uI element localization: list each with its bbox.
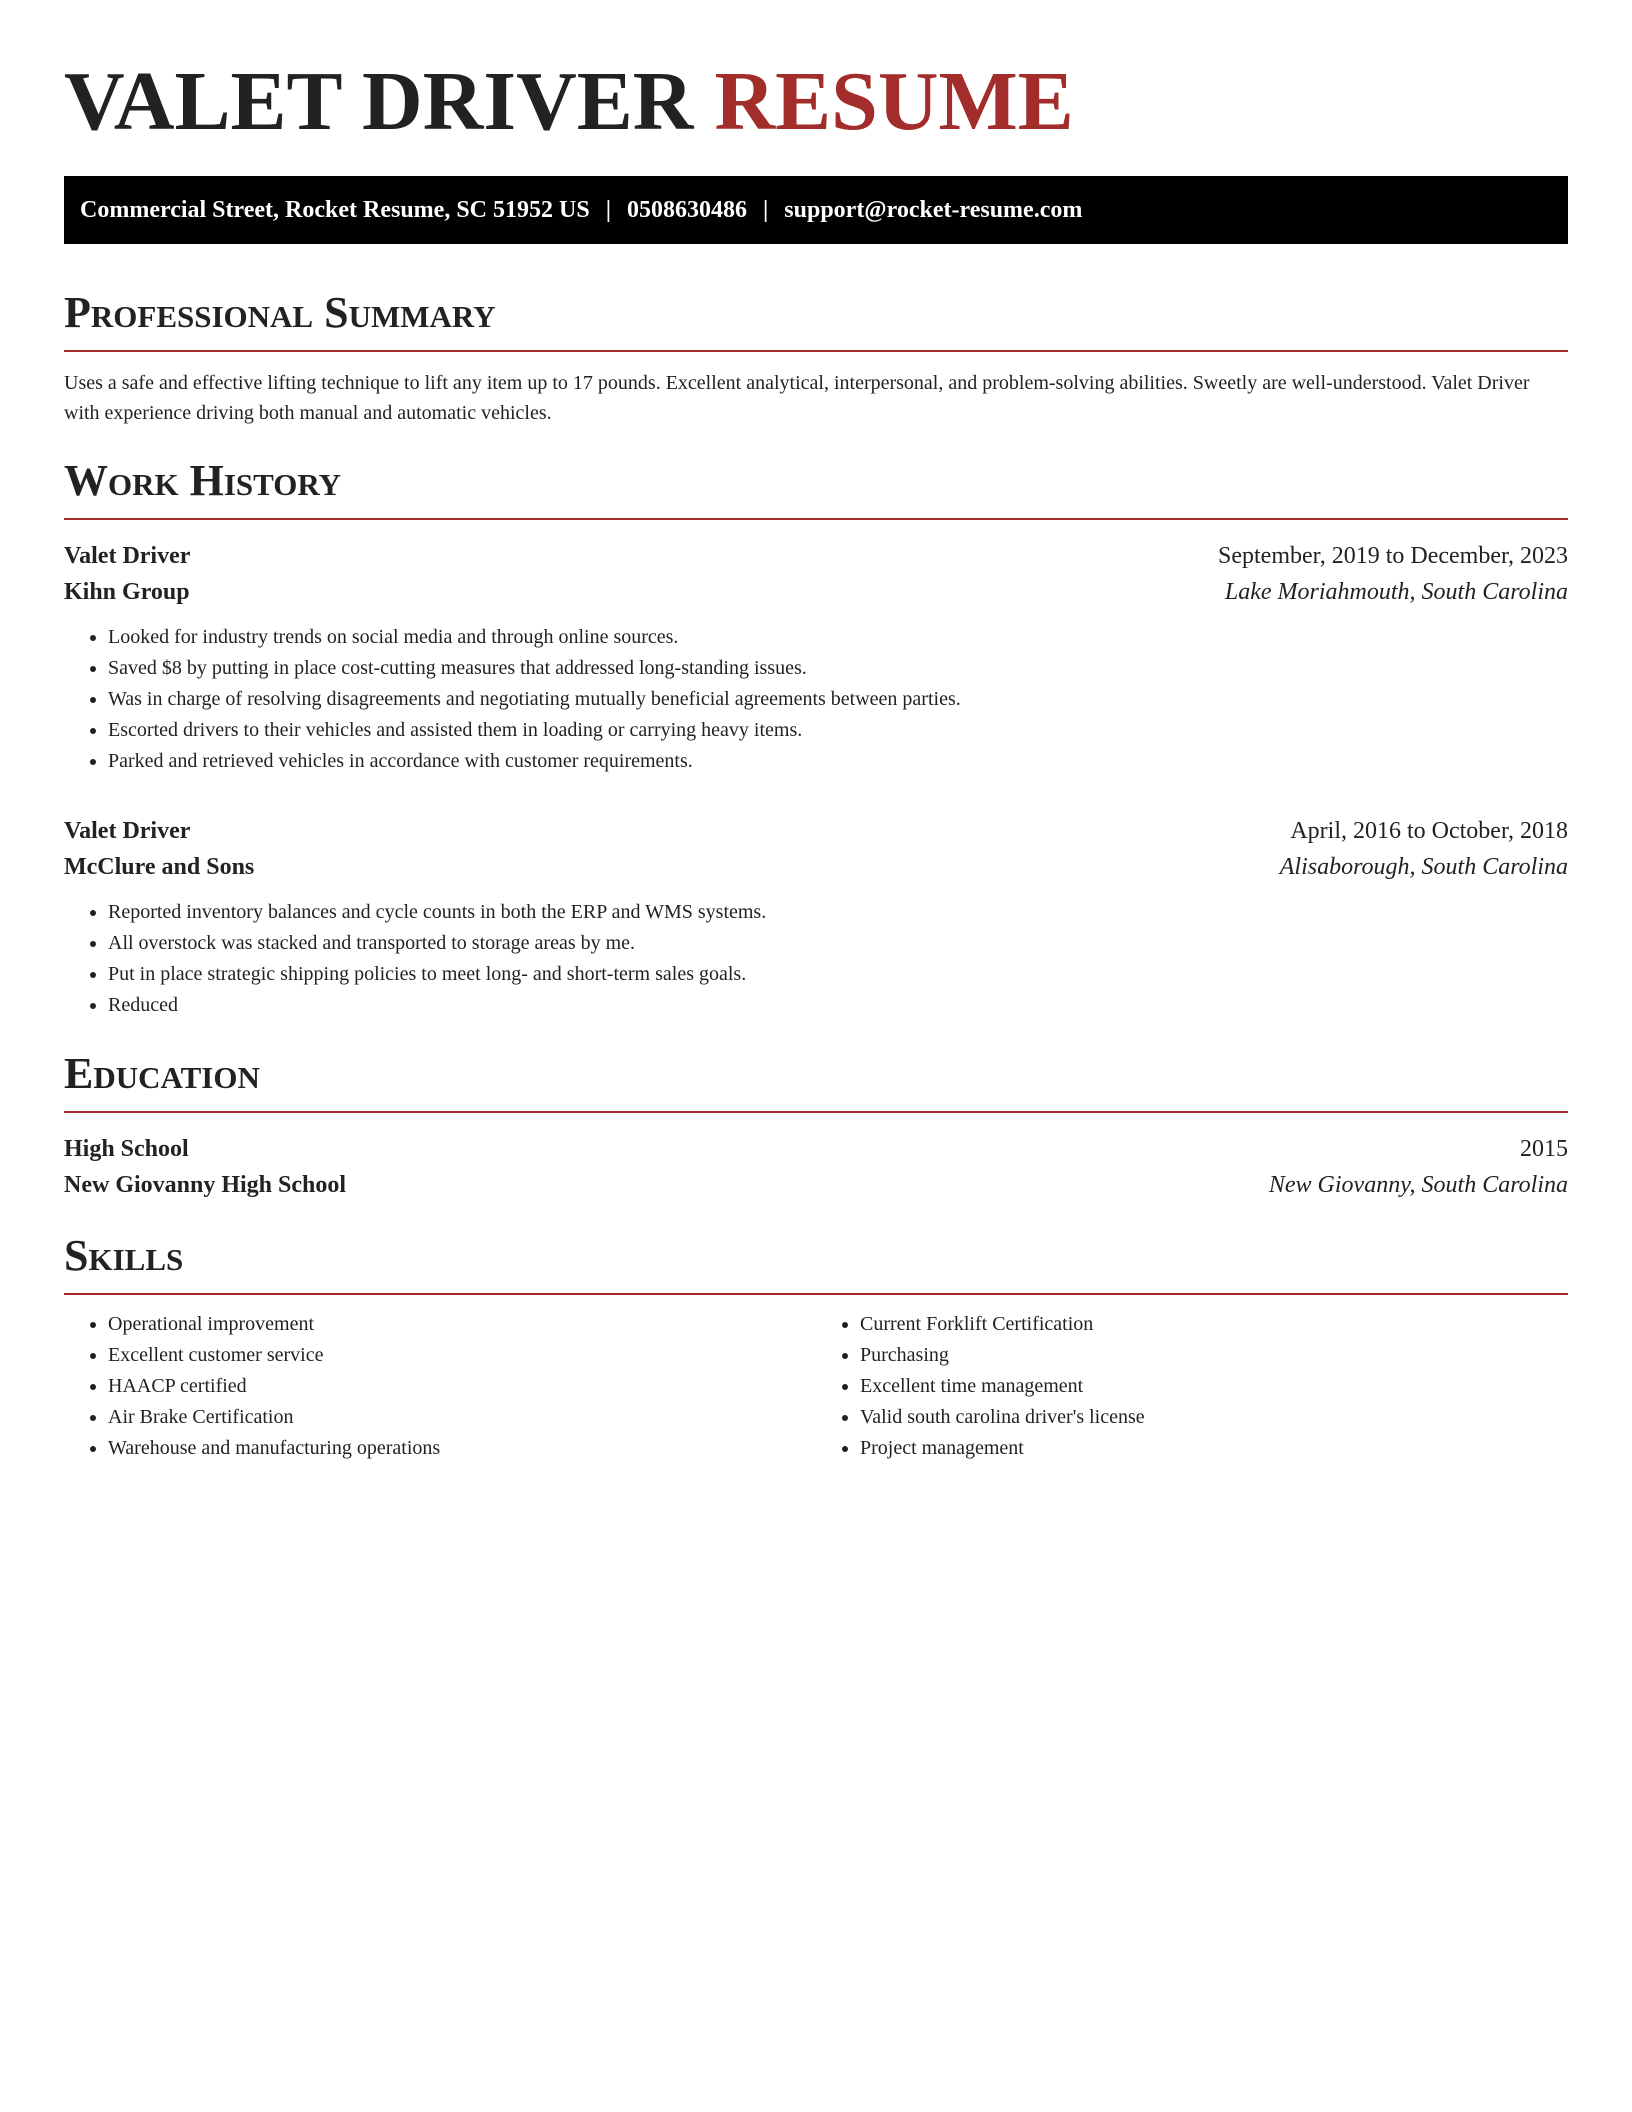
education-degree-row <box>64 1131 1568 1167</box>
job-location: Alisaborough, South Carolina <box>1279 854 1568 880</box>
job-bullet: • Was in charge of resolving disagreements and negotiating mutually beneficial agreements between parties. <box>108 684 1568 715</box>
skills-list <box>64 1309 816 1464</box>
skill-item: • Excellent time management <box>860 1371 1568 1402</box>
education-school: New Giovanny High School <box>64 1172 347 1198</box>
job-title-row <box>64 538 1568 574</box>
job-company-row <box>64 849 1568 885</box>
section-heading-work-history: Work History <box>64 456 1568 520</box>
job-company: Kihn Group <box>64 579 190 605</box>
job-bullet: • Reduced <box>108 990 1568 1021</box>
contact-email: support@rocket-resume.com <box>784 196 1083 223</box>
job-bullet: • Parked and retrieved vehicles in accordance with customer requirements. <box>108 746 1568 777</box>
education-degree: High School <box>64 1136 189 1162</box>
skills-grid <box>64 1309 1568 1464</box>
summary-text: Uses a safe and effective lifting technique to lift any item up to 17 pounds. Excellent analytical, interpersonal, and problem-solving abilities. Sweetly are well-understood. Valet Driver with experience driving both manual and automatic vehicles. <box>64 372 1530 424</box>
section-heading-education: Education <box>64 1049 1568 1113</box>
job-bullet: • Saved $8 by putting in place cost-cutting measures that addressed long-standing issues. <box>108 653 1568 684</box>
section-heading-summary: Professional Summary <box>64 288 1568 352</box>
education-school-row <box>64 1167 1568 1203</box>
skills-column-left <box>64 1309 816 1464</box>
job-bullets <box>64 622 1568 777</box>
skill-item: • Valid south carolina driver's license <box>860 1402 1568 1433</box>
skill-item: • Warehouse and manufacturing operations <box>108 1433 816 1464</box>
section-heading-skills: Skills <box>64 1231 1568 1295</box>
job-title: Valet Driver <box>64 818 191 844</box>
skill-item: • Air Brake Certification <box>108 1402 816 1433</box>
job-company-row <box>64 574 1568 610</box>
contact-phone: 0508630486 <box>626 196 747 223</box>
title-accent: RESUME <box>714 55 1074 148</box>
job-bullet: • Looked for industry trends on social media and through online sources. <box>108 622 1568 653</box>
contact-bar <box>64 176 1568 244</box>
skill-item: • Current Forklift Certification <box>860 1309 1568 1340</box>
skill-item: • Excellent customer service <box>108 1340 816 1371</box>
skill-item: • Operational improvement <box>108 1309 816 1340</box>
job-bullet: • Put in place strategic shipping policies to meet long- and short-term sales goals. <box>108 959 1568 990</box>
job-bullet: • Reported inventory balances and cycle counts in both the ERP and WMS systems. <box>108 897 1568 928</box>
job-title-row <box>64 813 1568 849</box>
education-year: 2015 <box>1520 1136 1568 1162</box>
contact-separator: | <box>605 196 611 223</box>
job-company: McClure and Sons <box>64 854 255 880</box>
job-dates: April, 2016 to October, 2018 <box>1290 818 1568 844</box>
contact-address: Commercial Street, Rocket Resume, SC 51952 US <box>80 196 590 223</box>
job-entry <box>64 813 1568 1021</box>
contact-separator: | <box>762 196 769 223</box>
skills-column-right <box>816 1309 1568 1464</box>
resume-title <box>64 0 1568 152</box>
job-bullet: • Escorted drivers to their vehicles and assisted them in loading or carrying heavy items. <box>108 715 1568 746</box>
education-location: New Giovanny, South Carolina <box>1268 1172 1568 1198</box>
job-bullets <box>64 897 1568 1021</box>
job-dates: September, 2019 to December, 2023 <box>1218 543 1568 569</box>
title-main: VALET DRIVER <box>64 55 694 148</box>
skill-item: • HAACP certified <box>108 1371 816 1402</box>
job-entry <box>64 538 1568 777</box>
skill-item: • Purchasing <box>860 1340 1568 1371</box>
skills-list <box>816 1309 1568 1464</box>
job-bullet: • All overstock was stacked and transported to storage areas by me. <box>108 928 1568 959</box>
skill-item: • Project management <box>860 1433 1568 1464</box>
job-title: Valet Driver <box>64 543 191 569</box>
education-entry <box>64 1131 1568 1203</box>
job-location: Lake Moriahmouth, South Carolina <box>1224 579 1568 605</box>
